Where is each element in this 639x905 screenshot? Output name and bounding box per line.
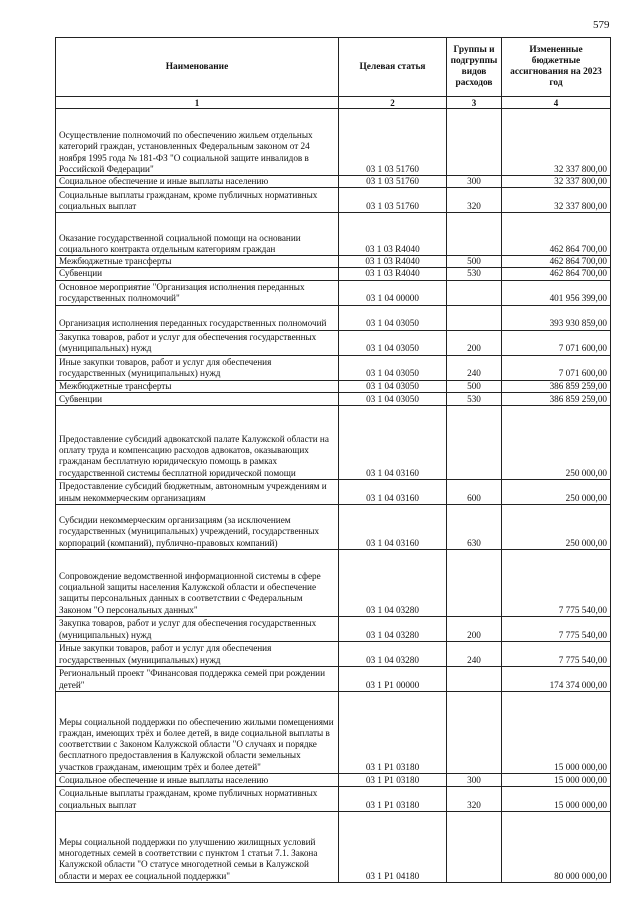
row-name: Иные закупки товаров, работ и услуг для обеспечения государственных (муниципальных) нужд (56, 641, 339, 666)
row-target-code: 03 1 04 03280 (339, 641, 447, 666)
row-expense-type (447, 305, 502, 330)
row-amount: 401 956 399,00 (502, 280, 611, 305)
row-name: Субсидии некоммерческим организациям (за исключением государственных (муниципальных) учреждений, государственных корпораций (компаний), публично-правовых компаний) (56, 504, 339, 549)
row-name: Региональный проект "Финансовая поддержка семей при рождении детей" (56, 666, 339, 691)
table-row (56, 213, 611, 256)
row-expense-type (447, 213, 502, 256)
row-expense-type: 320 (447, 786, 502, 811)
header-groups: Группы и подгруппы видов расходов (447, 38, 502, 97)
table-body (56, 109, 611, 883)
row-expense-type (447, 691, 502, 773)
row-name: Меры социальной поддержки по улучшению жилищных условий многодетных семей в соответствии с пунктом 1 статьи 7.1. Закона Калужской области "О статусе многодетной семьи в Калужской области и мерах ее социальной поддержки" (56, 811, 339, 882)
row-expense-type: 300 (447, 176, 502, 188)
row-name: Сопровождение ведомственной информационной системы в сфере социальной защиты населения Калужской области и обеспечение защиты персональных данных в соответствии с Федеральным Законом "О персональных данных" (56, 549, 339, 616)
table-row (56, 268, 611, 280)
row-name: Закупка товаров, работ и услуг для обеспечения государственных (муниципальных) нужд (56, 330, 339, 355)
row-target-code: 03 1 04 03050 (339, 355, 447, 380)
table-row (56, 811, 611, 882)
row-amount: 15 000 000,00 (502, 773, 611, 786)
row-name: Межбюджетные трансферты (56, 256, 339, 268)
row-target-code: 03 1 P1 03180 (339, 773, 447, 786)
row-name: Основное мероприятие "Организация исполнения переданных государственных полномочий" (56, 280, 339, 305)
table-row (56, 176, 611, 188)
column-number: 3 (447, 97, 502, 109)
row-expense-type: 630 (447, 504, 502, 549)
row-expense-type (447, 280, 502, 305)
header-amount: Измененные бюджетные ассигнования на 2023 год (502, 38, 611, 97)
table-row (56, 641, 611, 666)
table-row (56, 504, 611, 549)
table-row (56, 392, 611, 405)
row-amount: 462 864 700,00 (502, 213, 611, 256)
row-target-code: 03 1 P1 03180 (339, 786, 447, 811)
row-expense-type (447, 109, 502, 176)
row-expense-type: 500 (447, 380, 502, 392)
row-amount: 32 337 800,00 (502, 176, 611, 188)
row-name: Осуществление полномочий по обеспечению жильем отдельных категорий граждан, установленных Федеральным законом от 24 ноября 1995 года № 181-ФЗ "О социальной защите инвалидов в Российской Федерации" (56, 109, 339, 176)
table-row (56, 773, 611, 786)
row-expense-type (447, 666, 502, 691)
table-row (56, 109, 611, 176)
page-number: 579 (593, 19, 610, 31)
row-name: Закупка товаров, работ и услуг для обеспечения государственных (муниципальных) нужд (56, 616, 339, 641)
row-name: Социальные выплаты гражданам, кроме публичных нормативных социальных выплат (56, 786, 339, 811)
row-amount: 80 000 000,00 (502, 811, 611, 882)
row-target-code: 03 1 03 R4040 (339, 256, 447, 268)
row-target-code: 03 1 04 03050 (339, 392, 447, 405)
header-row (56, 38, 611, 97)
row-amount: 462 864 700,00 (502, 256, 611, 268)
row-target-code: 03 1 04 03160 (339, 405, 447, 479)
table-row (56, 479, 611, 504)
row-name: Субвенции (56, 268, 339, 280)
row-name: Субвенции (56, 392, 339, 405)
row-target-code: 03 1 04 03160 (339, 504, 447, 549)
table-row (56, 691, 611, 773)
row-amount: 393 930 859,00 (502, 305, 611, 330)
table-row (56, 256, 611, 268)
row-expense-type: 300 (447, 773, 502, 786)
row-expense-type: 530 (447, 392, 502, 405)
row-target-code: 03 1 03 R4040 (339, 268, 447, 280)
row-name: Предоставление субсидий адвокатской палате Калужской области на оплату труда и компенсацию расходов адвокатов, оказывающих гражданам бесплатную юридическую помощь в рамках государственной системы бесплатной юридической помощи (56, 405, 339, 479)
table-row (56, 330, 611, 355)
table-row (56, 616, 611, 641)
row-amount: 7 071 600,00 (502, 355, 611, 380)
row-name: Социальные выплаты гражданам, кроме публичных нормативных социальных выплат (56, 188, 339, 213)
row-amount: 7 071 600,00 (502, 330, 611, 355)
row-target-code: 03 1 04 03280 (339, 616, 447, 641)
row-name: Меры социальной поддержки по обеспечению жилыми помещениями граждан, имеющих трёх и более детей, в виде социальной выплаты в соответствии с Законом Калужской области "О случаях и порядке бесплатного предоставления в Калужской области земельных участков гражданам, имеющим трёх и более детей" (56, 691, 339, 773)
row-amount: 32 337 800,00 (502, 109, 611, 176)
row-name: Иные закупки товаров, работ и услуг для обеспечения государственных (муниципальных) нужд (56, 355, 339, 380)
row-expense-type (447, 549, 502, 616)
table-row (56, 786, 611, 811)
row-expense-type: 600 (447, 479, 502, 504)
table-row (56, 355, 611, 380)
column-number-row (56, 97, 611, 109)
row-expense-type: 530 (447, 268, 502, 280)
row-target-code: 03 1 04 03050 (339, 330, 447, 355)
row-target-code: 03 1 03 51760 (339, 188, 447, 213)
row-amount: 7 775 540,00 (502, 549, 611, 616)
row-target-code: 03 1 04 03050 (339, 380, 447, 392)
table-row (56, 549, 611, 616)
row-target-code: 03 1 04 03280 (339, 549, 447, 616)
row-amount: 15 000 000,00 (502, 786, 611, 811)
row-amount: 386 859 259,00 (502, 380, 611, 392)
row-amount: 250 000,00 (502, 504, 611, 549)
row-amount: 32 337 800,00 (502, 188, 611, 213)
table-row (56, 405, 611, 479)
row-expense-type (447, 811, 502, 882)
table-row (56, 666, 611, 691)
row-name: Социальное обеспечение и иные выплаты населению (56, 773, 339, 786)
row-expense-type (447, 405, 502, 479)
row-amount: 15 000 000,00 (502, 691, 611, 773)
row-target-code: 03 1 P1 03180 (339, 691, 447, 773)
row-name: Социальное обеспечение и иные выплаты населению (56, 176, 339, 188)
table-row (56, 305, 611, 330)
row-amount: 250 000,00 (502, 479, 611, 504)
table-row (56, 380, 611, 392)
row-target-code: 03 1 04 03160 (339, 479, 447, 504)
row-expense-type: 320 (447, 188, 502, 213)
row-name: Организация исполнения переданных государственных полномочий (56, 305, 339, 330)
column-number: 4 (502, 97, 611, 109)
row-amount: 7 775 540,00 (502, 641, 611, 666)
row-expense-type: 240 (447, 355, 502, 380)
row-name: Межбюджетные трансферты (56, 380, 339, 392)
column-number: 2 (339, 97, 447, 109)
row-name: Предоставление субсидий бюджетным, автономным учреждениям и иным некоммерческим организациям (56, 479, 339, 504)
budget-table (55, 37, 611, 883)
table-row (56, 188, 611, 213)
row-target-code: 03 1 03 R4040 (339, 213, 447, 256)
row-amount: 250 000,00 (502, 405, 611, 479)
row-expense-type: 200 (447, 330, 502, 355)
row-target-code: 03 1 P1 00000 (339, 666, 447, 691)
row-amount: 174 374 000,00 (502, 666, 611, 691)
row-expense-type: 200 (447, 616, 502, 641)
header-name: Наименование (56, 38, 339, 97)
row-target-code: 03 1 04 03050 (339, 305, 447, 330)
header-target: Целевая статья (339, 38, 447, 97)
row-amount: 462 864 700,00 (502, 268, 611, 280)
row-expense-type: 240 (447, 641, 502, 666)
row-target-code: 03 1 04 00000 (339, 280, 447, 305)
row-amount: 7 775 540,00 (502, 616, 611, 641)
row-target-code: 03 1 P1 04180 (339, 811, 447, 882)
row-name: Оказание государственной социальной помощи на основании социального контракта отдельным категориям граждан (56, 213, 339, 256)
row-amount: 386 859 259,00 (502, 392, 611, 405)
row-expense-type: 500 (447, 256, 502, 268)
row-target-code: 03 1 03 51760 (339, 109, 447, 176)
row-target-code: 03 1 03 51760 (339, 176, 447, 188)
table-row (56, 280, 611, 305)
column-number: 1 (56, 97, 339, 109)
